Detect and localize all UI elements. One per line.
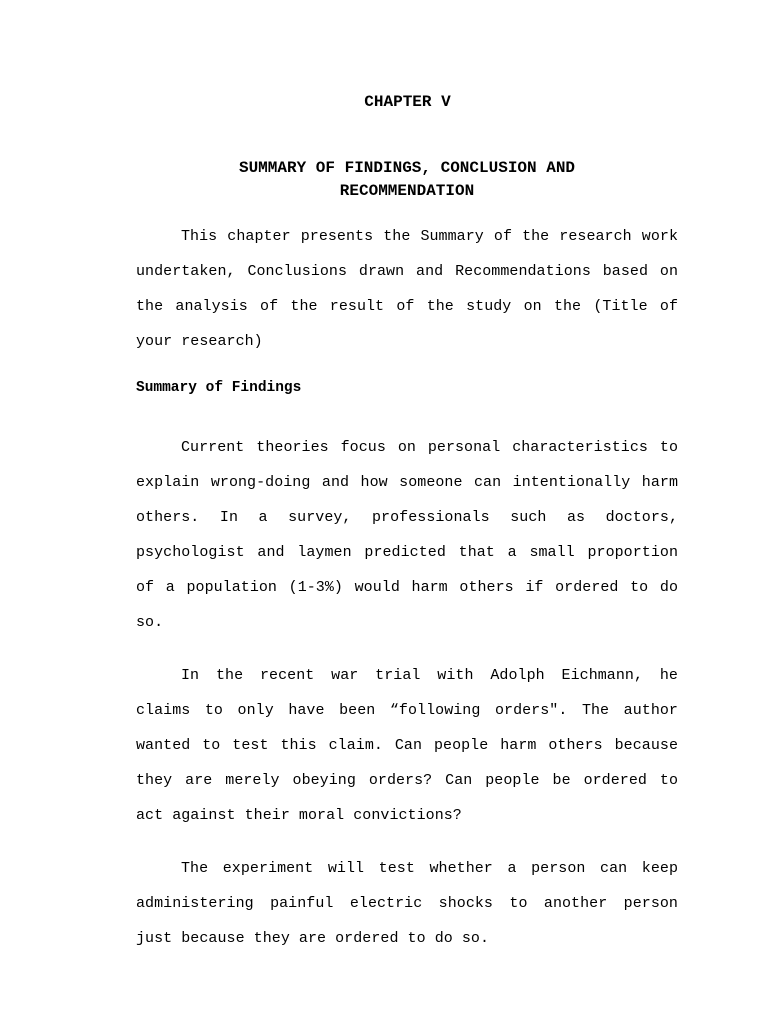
findings-paragraph-3: The experiment will test whether a person can keep administering painful electric shocks to another person just because they are ordered to do so. xyxy=(136,860,678,947)
findings-paragraph-2: In the recent war trial with Adolph Eichmann, he claims to only have been “following orders". The author wanted to test this claim. Can people harm others because they are merely obeying orders? Can people be ordered to act against their moral convictions? xyxy=(136,667,678,824)
section-heading-summary-of-findings: Summary of Findings xyxy=(136,380,302,396)
chapter-title-line-1: SUMMARY OF FINDINGS, CONCLUSION AND xyxy=(238,159,576,177)
intro-paragraph: This chapter presents the Summary of the research work undertaken, Conclusions drawn and Recommendations based on the analysis of the result of the study on the (Title of your research) xyxy=(136,228,678,350)
findings-paragraph-1: Current theories focus on personal characteristics to explain wrong-doing and how someone can intentionally harm others. In a survey, professionals such as doctors, psychologist and laymen predicted that a small proportion of a population (1-3%) would harm others if ordered to do so. xyxy=(136,439,678,631)
chapter-title-line-2: RECOMMENDATION xyxy=(339,182,475,200)
page-content xyxy=(136,91,678,974)
chapter-label: CHAPTER V xyxy=(364,93,451,111)
chapter-title xyxy=(136,157,678,203)
